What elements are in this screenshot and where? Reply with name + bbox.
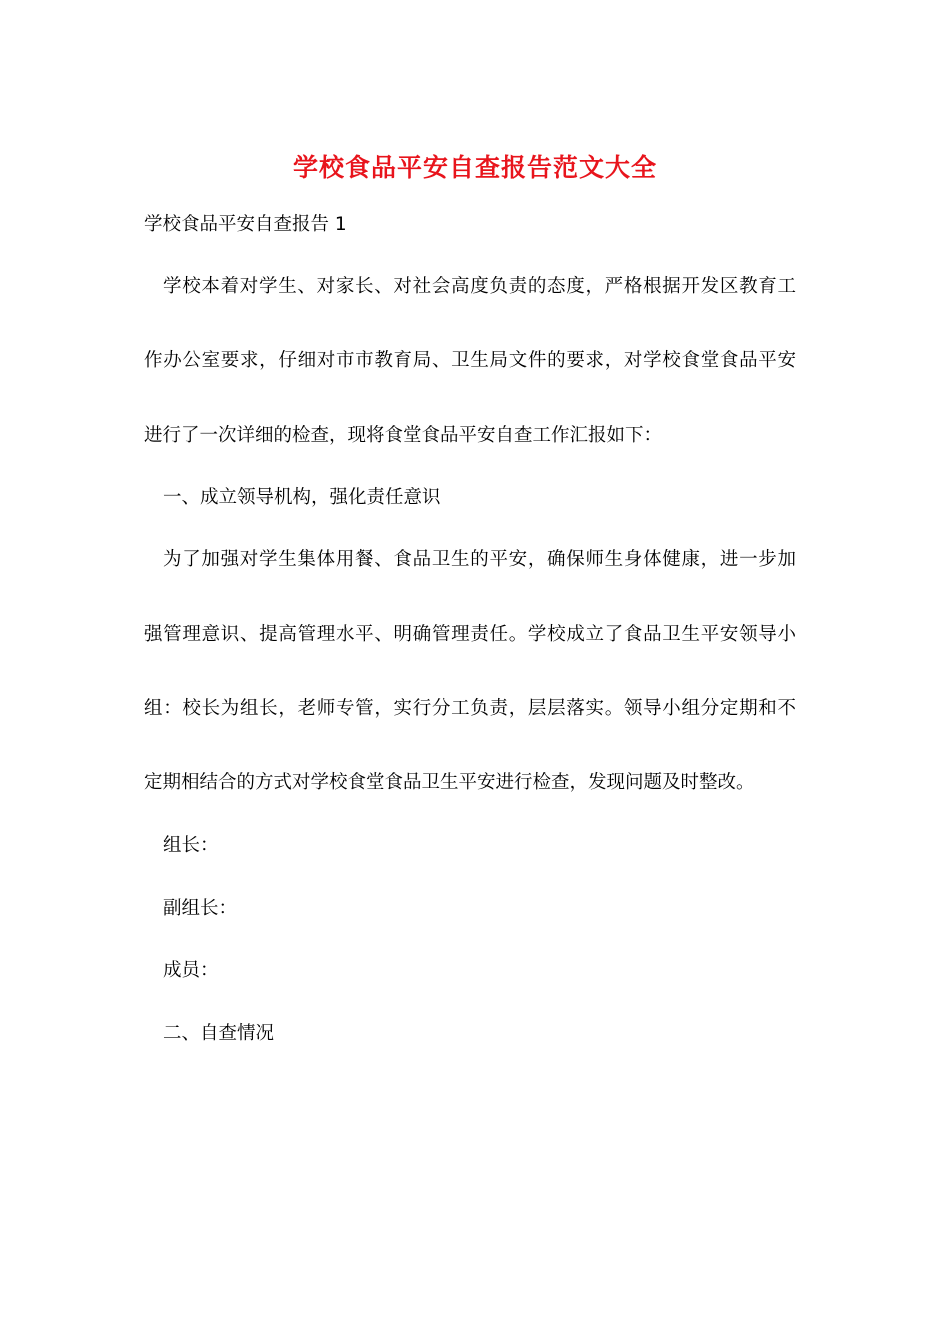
paragraph-line: 组：校长为组长，老师专管，实行分工负责，层层落实。领导小组分定期和不 <box>144 698 796 719</box>
paragraph-line: 定期相结合的方式对学校食堂食品卫生平安进行检查，发现问题及时整改。 <box>144 772 755 793</box>
section-heading-2: 二、自查情况 <box>163 1023 275 1044</box>
role-members: 成员： <box>163 960 219 981</box>
document-title: 学校食品平安自查报告范文大全 <box>292 153 657 182</box>
paragraph-line: 学校本着对学生、对家长、对社会高度负责的态度，严格根据开发区教育工 <box>163 276 796 297</box>
paragraph-line: 为了加强对学生集体用餐、食品卫生的平安，确保师生身体健康，进一步加 <box>163 549 796 570</box>
paragraph-line: 作办公室要求，仔细对市市教育局、卫生局文件的要求，对学校食堂食品平安 <box>144 350 796 371</box>
paragraph-line: 进行了一次详细的检查，现将食堂食品平安自查工作汇报如下： <box>144 425 663 446</box>
paragraph-line: 强管理意识、提高管理水平、明确管理责任。学校成立了食品卫生平安领导小 <box>144 624 796 645</box>
role-deputy-leader: 副组长： <box>163 898 238 919</box>
role-leader: 组长： <box>163 835 219 856</box>
section-heading-1: 一、成立领导机构，强化责任意识 <box>163 487 441 508</box>
report-subtitle: 学校食品平安自查报告 1 <box>144 214 347 235</box>
